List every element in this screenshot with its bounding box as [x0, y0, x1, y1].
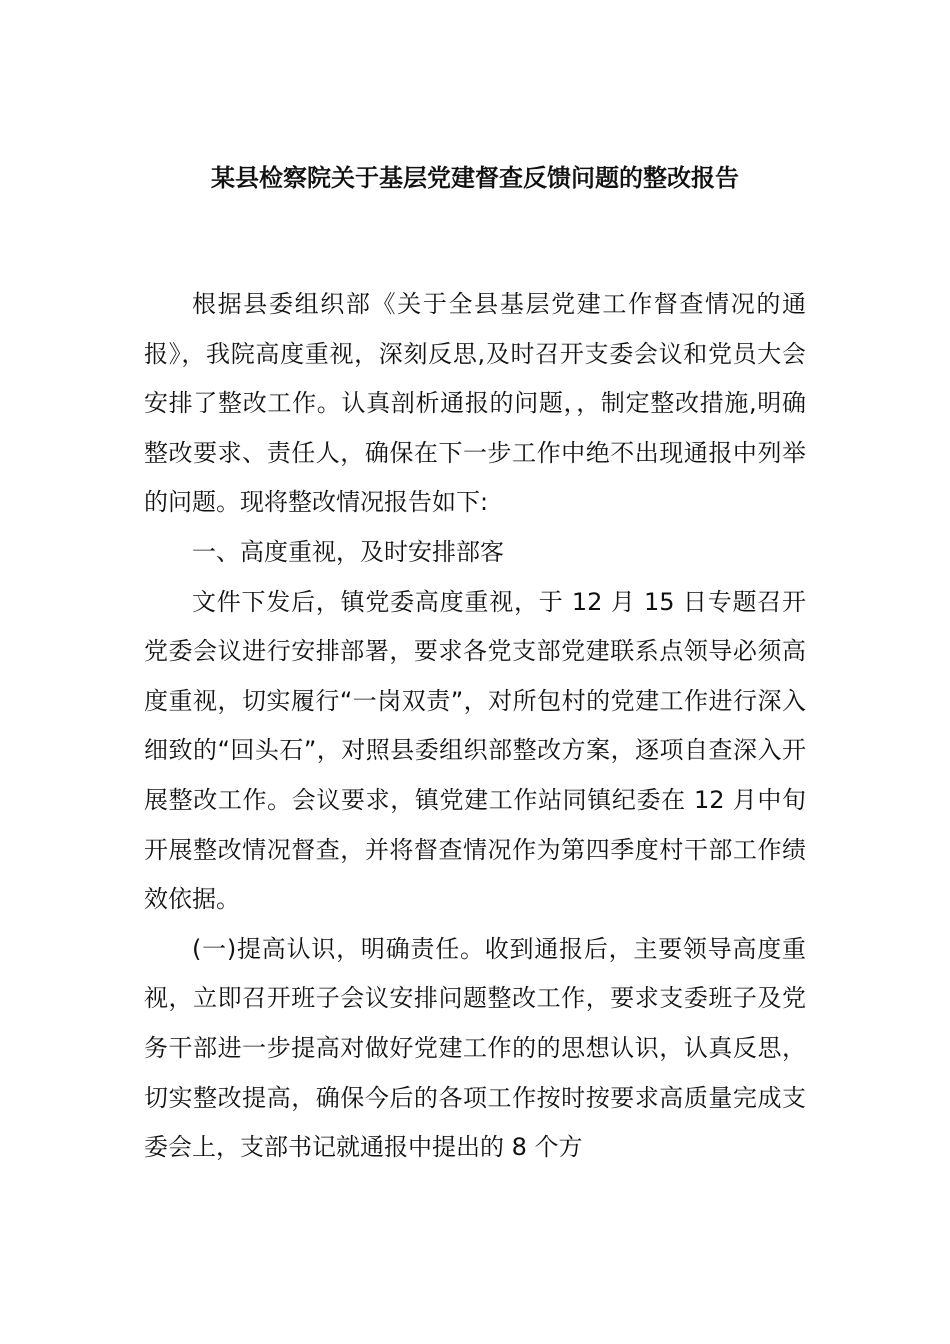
document-title: 某县检察院关于基层党建督查反馈问题的整改报告 — [211, 164, 739, 192]
paragraph-subsection-1: (一)提高认识，明确责任。收到通报后，主要领导高度重视，立即召开班子会议安排问题整改工作，要求支委班子及党务干部进一步提高对做好党建工作的的思想认识，认真反思，切实整改提高，确保今后的各项工作按时按要求高质量完成支委会上，支部书记就通报中提出的 8 个方 — [144, 934, 806, 1162]
document-body — [144, 280, 806, 1173]
paragraph-intro: 根据县委组织部《关于全县基层党建工作督查情况的通报》，我院高度重视，深刻反思,及时召开支委会议和党员大会安排了整改工作。认真剖析通报的问题，，制定整改措施,明确整改要求、责任人，确保在下一步工作中绝不出现通报中列举的问题。现将整改情况报告如下: — [144, 290, 806, 517]
section-heading-1: 一、高度重视，及时安排部客 — [192, 537, 504, 566]
paragraph-section-1: 文件下发后，镇党委高度重视，于 12 月 15 日专题召开党委会议进行安排部署，要求各党支部党建联系点领导必须高度重视，切实履行“一岗双责”，对所包村的党建工作进行深入细致的“回头石”，对照县委组织部整改方案，逐项自查深入开展整改工作。会议要求，镇党建工作站同镇纪委在 12 月中旬开展整改情况督查，并将督查情况作为第四季度村干部工作绩效依据。 — [144, 587, 806, 914]
